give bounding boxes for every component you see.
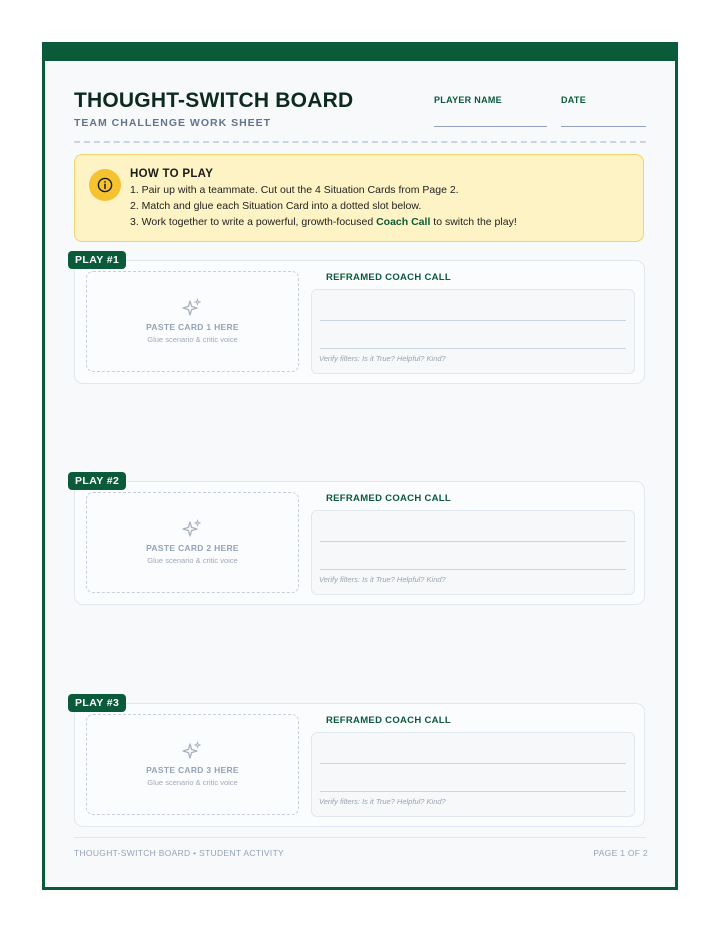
how-to-play-step-1: 1. Pair up with a teammate. Cut out the 4 Situation Cards from Page 2. (130, 184, 459, 196)
player-name-label: PLAYER NAME (434, 95, 502, 105)
paste-card-slot-3[interactable] (86, 714, 299, 815)
verify-filters-hint: Verify filters: Is it True? Helpful? Kind? (319, 575, 446, 584)
footer-divider (74, 837, 646, 838)
paste-card-slot-2[interactable] (86, 492, 299, 593)
play-badge: PLAY #3 (68, 694, 126, 712)
paste-card-hint: Glue scenario & critic voice (147, 556, 238, 565)
footer-title: THOUGHT-SWITCH BOARD • STUDENT ACTIVITY (74, 848, 285, 858)
play-card-1 (74, 254, 645, 384)
date-field[interactable] (561, 126, 646, 127)
coach-call-label: REFRAMED COACH CALL (326, 715, 451, 726)
writing-line (320, 763, 626, 764)
writing-line (320, 320, 626, 321)
paste-card-title: PASTE CARD 2 HERE (146, 543, 239, 553)
date-label: DATE (561, 95, 587, 105)
play-badge: PLAY #1 (68, 251, 126, 269)
paste-card-title: PASTE CARD 1 HERE (146, 322, 239, 332)
coach-call-label: REFRAMED COACH CALL (326, 493, 451, 504)
page-number: PAGE 1 OF 2 (593, 848, 648, 858)
play-badge: PLAY #2 (68, 472, 126, 490)
how-to-play-step-3 (130, 216, 517, 228)
step-3-text: 3. Work together to write a powerful, growth-focused (130, 216, 377, 228)
paste-card-hint: Glue scenario & critic voice (147, 335, 238, 344)
writing-line (320, 541, 626, 542)
player-name-field[interactable] (434, 126, 547, 127)
how-to-play-step-2: 2. Match and glue each Situation Card into a dotted slot below. (130, 200, 422, 212)
page-subtitle: TEAM CHALLENGE WORK SHEET (74, 117, 272, 129)
paste-card-hint: Glue scenario & critic voice (147, 778, 238, 787)
coach-call-emphasis: Coach Call (376, 216, 431, 228)
info-icon (89, 169, 121, 201)
sparkle-icon (182, 741, 202, 761)
top-accent-bar (45, 45, 675, 61)
verify-filters-hint: Verify filters: Is it True? Helpful? Kind? (319, 354, 446, 363)
paste-card-slot-1[interactable] (86, 271, 299, 372)
worksheet-page (42, 42, 678, 890)
sparkle-icon (182, 519, 202, 539)
coach-call-writing-area-1[interactable] (311, 289, 635, 374)
verify-filters-hint: Verify filters: Is it True? Helpful? Kind? (319, 797, 446, 806)
writing-line (320, 791, 626, 792)
paste-card-title: PASTE CARD 3 HERE (146, 765, 239, 775)
writing-line (320, 569, 626, 570)
how-to-play-box (74, 154, 644, 242)
how-to-play-title: HOW TO PLAY (130, 168, 214, 180)
play-card-2 (74, 475, 645, 605)
coach-call-writing-area-2[interactable] (311, 510, 635, 595)
coach-call-writing-area-3[interactable] (311, 732, 635, 817)
sparkle-icon (182, 298, 202, 318)
coach-call-label: REFRAMED COACH CALL (326, 272, 451, 283)
page-title: THOUGHT-SWITCH BOARD (74, 89, 354, 112)
writing-line (320, 348, 626, 349)
play-card-3 (74, 697, 645, 827)
step-3-text-end: to switch the play! (430, 216, 517, 228)
header-divider (74, 141, 646, 143)
